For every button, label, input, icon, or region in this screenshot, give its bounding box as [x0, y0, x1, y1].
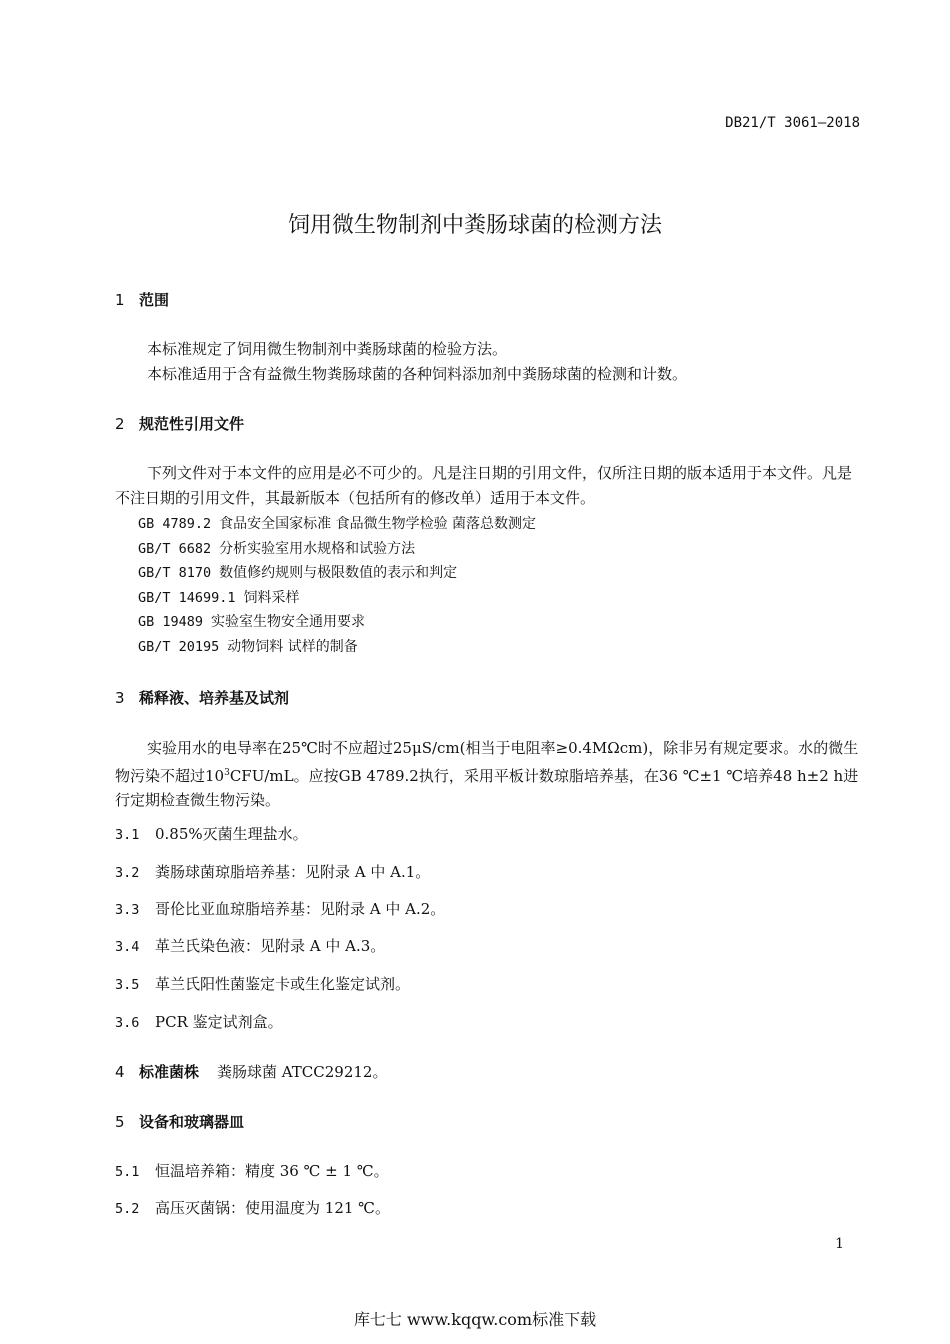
subclause-text: 哥伦比亚血琼脂培养基：见附录 A 中 A.2。 [155, 900, 446, 918]
subclause-item [115, 823, 308, 844]
section-number: 2 [115, 415, 125, 433]
subclause-item [115, 1197, 390, 1218]
subclause-number: 3.5 [115, 977, 140, 993]
page-number: 1 [835, 1236, 844, 1252]
section-title: 稀释液、培养基及试剂 [139, 689, 290, 707]
reference-code: GB 19489 [138, 614, 204, 630]
reference-code: GB/T 20195 [138, 639, 220, 655]
subclause-number: 5.1 [115, 1164, 140, 1180]
subclause-number: 5.2 [115, 1201, 140, 1217]
reference-item [138, 538, 415, 558]
subclause-item [115, 1160, 389, 1181]
subclause-text: 0.85%灭菌生理盐水。 [155, 825, 308, 843]
subclause-number: 3.2 [115, 865, 140, 881]
reference-title: 食品安全国家标准 食品微生物学检验 菌落总数测定 [219, 516, 537, 532]
section-1-para-1: 本标准规定了饲用微生物制剂中粪肠球菌的检验方法。 [147, 340, 508, 358]
subclause-item [115, 898, 445, 919]
exponent: 3 [224, 767, 230, 778]
reference-item [138, 636, 358, 656]
subclause-item [115, 935, 385, 956]
reference-code: GB 4789.2 [138, 516, 212, 532]
reference-title: 实验室生物安全通用要求 [211, 614, 366, 630]
reference-code: GB/T 14699.1 [138, 590, 236, 606]
section-2-intro: 下列文件对于本文件的应用是必不可少的。凡是注日期的引用文件，仅所注日期的版本适用于本文件。凡是不注日期的引用文件，其最新版本（包括所有的修改单）适用于本文件。 [115, 464, 853, 507]
section-title: 范围 [139, 291, 170, 309]
subclause-number: 3.6 [115, 1015, 140, 1031]
subclause-text: 革兰氏阳性菌鉴定卡或生化鉴定试剂。 [155, 975, 411, 993]
section-1-para-2: 本标准适用于含有益微生物粪肠球菌的各种饲料添加剂中粪肠球菌的检测和计数。 [147, 365, 688, 383]
section-title: 设备和玻璃器皿 [139, 1113, 245, 1131]
subclause-text: PCR 鉴定试剂盒。 [155, 1013, 283, 1031]
reference-title: 饲料采样 [243, 590, 300, 606]
section-number: 4 [115, 1063, 125, 1081]
subclause-item [115, 973, 410, 994]
subclause-text: 恒温培养箱：精度 36 ℃ ± 1 ℃。 [155, 1162, 389, 1180]
reference-item [138, 513, 536, 533]
section-4-heading [115, 1061, 387, 1082]
document-code: DB21/T 3061—2018 [725, 115, 860, 131]
para-text-b: CFU/mL。应按GB 4789.2执行，采用平板计数琼脂培养基，在36 ℃±1 ℃培养48 h±2 h进行定期检查微生物污染。 [115, 766, 859, 809]
subclause-number: 3.4 [115, 939, 140, 955]
subclause-number: 3.1 [115, 827, 140, 843]
section-number: 3 [115, 689, 125, 707]
section-1-heading [115, 289, 169, 310]
footer-watermark-text: 库七七 www.kqqw.com标准下载 [353, 1310, 597, 1329]
reference-code: GB/T 6682 [138, 541, 212, 557]
section-number: 1 [115, 291, 125, 309]
section-3-para [115, 736, 860, 813]
para-text-a: 实验用水的电导率在25℃时不应超过25μS/cm(相当于电阻率≥0.4MΩcm)，除非另有规定要求。水的微生物污染不超过10 [115, 739, 859, 785]
section-5-heading [115, 1111, 244, 1132]
page-title: 饲用微生物制剂中粪肠球菌的检测方法 [287, 213, 662, 238]
section-title: 规范性引用文件 [139, 415, 245, 433]
subclause-number: 3.3 [115, 902, 140, 918]
reference-item [138, 611, 365, 631]
section-2-heading [115, 413, 244, 434]
subclause-item [115, 861, 430, 882]
section-3-heading [115, 687, 289, 708]
reference-title: 动物饲料 试样的制备 [227, 639, 358, 655]
reference-item [138, 562, 457, 582]
subclause-text: 粪肠球菌琼脂培养基：见附录 A 中 A.1。 [155, 863, 431, 881]
reference-code: GB/T 8170 [138, 565, 212, 581]
reference-title: 数值修约规则与极限数值的表示和判定 [219, 565, 458, 581]
section-title: 标准菌株 [139, 1063, 200, 1081]
section-number: 5 [115, 1113, 125, 1131]
section-4-text: 粪肠球菌 ATCC29212。 [217, 1063, 388, 1081]
subclause-item [115, 1011, 283, 1032]
subclause-text: 高压灭菌锅：使用温度为 121 ℃。 [155, 1199, 390, 1217]
reference-title: 分析实验室用水规格和试验方法 [219, 541, 416, 557]
subclause-text: 革兰氏染色液：见附录 A 中 A.3。 [155, 937, 386, 955]
reference-item [138, 587, 300, 607]
